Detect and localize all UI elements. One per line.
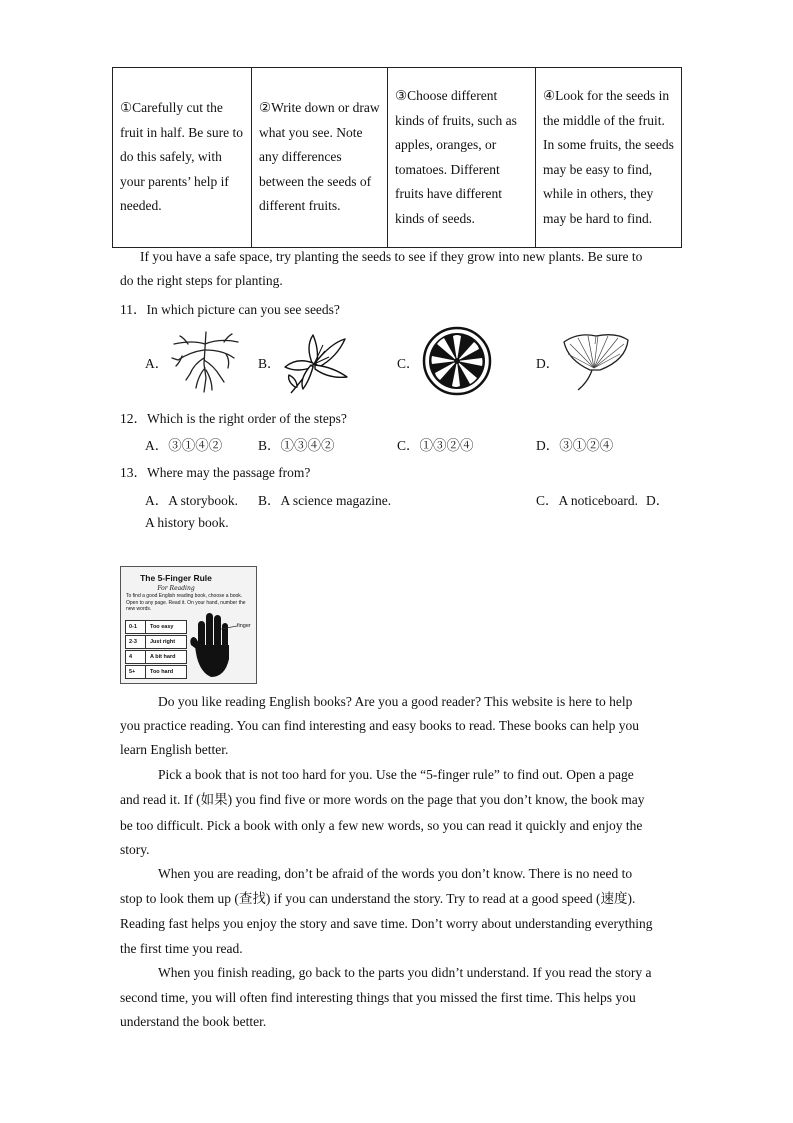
question-13: 13．Where may the passage from? (120, 465, 311, 480)
q12-option-d: D．③①②④ (536, 438, 614, 453)
q11-option-c-label: C． (397, 356, 420, 371)
passage-p1-line3: learn English better. (120, 742, 229, 757)
roots-icon (168, 330, 242, 394)
question-11: 11．In which picture can you see seeds? (120, 302, 340, 317)
step-cell-2: ②Write down or draw what you see. Note any differences between the seeds of different fruits. (252, 68, 388, 248)
q11-option-d-label: D． (536, 356, 560, 371)
q13-option-a: A．A storybook. (145, 493, 239, 508)
five-finger-rule-poster (120, 566, 257, 684)
hand-icon (187, 611, 237, 681)
passage-p1-line2: you practice reading. You can find interesting and easy books to read. These books can help you (120, 718, 639, 733)
q13-option-d-label: D． (646, 493, 670, 508)
q13-option-d-text: A history book. (145, 515, 229, 530)
passage-p3-line3: Reading fast helps you enjoy the story and save time. Don’t worry about understanding everything (120, 916, 653, 931)
passage-p1-line1: Do you like reading English books? Are you a good reader? This website is here to help (158, 694, 633, 709)
q13-option-c: C．A noticeboard. (536, 493, 638, 508)
passage-p3-line1: When you are reading, don’t be afraid of the words you don’t know. There is no need to (158, 866, 633, 881)
passage-p2-line2: and read it. If (如果) you find five or more words on the page that you don’t know, the book may (120, 792, 645, 807)
passage-p3-line4: the first time you read. (120, 941, 243, 956)
poster-subtitle: For Reading (157, 585, 195, 592)
passage-p4-line1: When you finish reading, go back to the parts you didn’t understand. If you read the story a (158, 965, 652, 980)
step-cell-4: ④Look for the seeds in the middle of the fruit. In some fruits, the seeds may be easy to find, while in others, they may be hard to find. (536, 68, 682, 248)
poster-row: 0-1 Too easy (125, 620, 187, 634)
passage-p2-line4: story. (120, 842, 150, 857)
poster-row: 2-3 Just right (125, 635, 187, 649)
orange-slice-icon (422, 326, 492, 396)
q13-option-b: B．A science magazine. (258, 493, 392, 508)
q12-option-c: C．①③②④ (397, 438, 474, 453)
finger-pointer-line (221, 625, 239, 631)
poster-row: 5+ Too hard (125, 665, 187, 679)
q11-option-b-label: B． (258, 356, 281, 371)
intro-line-2: do the right steps for planting. (120, 273, 283, 288)
passage-p2-line3: be too difficult. Pick a book with only a few new words, so you can read it quickly and enjoy the (120, 818, 643, 833)
q11-option-a-label: A． (145, 356, 169, 371)
poster-title: The 5-Finger Rule (140, 573, 212, 583)
intro-line-1: If you have a safe space, try planting the seeds to see if they grow into new plants. Be sure to (140, 249, 643, 264)
q12-option-a: A．③①④② (145, 438, 223, 453)
passage-p3-line2: stop to look them up (查找) if you can understand the story. Try to read at a good speed (速度). (120, 891, 636, 906)
poster-finger-label: finger (237, 623, 251, 629)
q12-option-b: B．①③④② (258, 438, 335, 453)
question-12: 12．Which is the right order of the steps? (120, 411, 347, 426)
steps-table (112, 67, 682, 248)
ginkgo-leaf-icon (560, 330, 632, 392)
lily-flower-icon (283, 333, 349, 395)
passage-p4-line2: second time, you will often find interesting things that you missed the first time. This helps you (120, 990, 636, 1005)
step-cell-1: ①Carefully cut the fruit in half. Be sure to do this safely, with your parents’ help if needed. (113, 68, 252, 248)
poster-row: 4 A bit hard (125, 650, 187, 664)
passage-p2-line1: Pick a book that is not too hard for you. Use the “5-finger rule” to find out. Open a page (158, 767, 634, 782)
step-cell-3: ③Choose different kinds of fruits, such as apples, oranges, or tomatoes. Different fruits have different kinds of seeds. (388, 68, 536, 248)
poster-description: To find a good English reading book, choose a book. Open to any page. Read it. On your hand, number the new words. (126, 593, 246, 612)
passage-p4-line3: understand the book better. (120, 1014, 267, 1029)
